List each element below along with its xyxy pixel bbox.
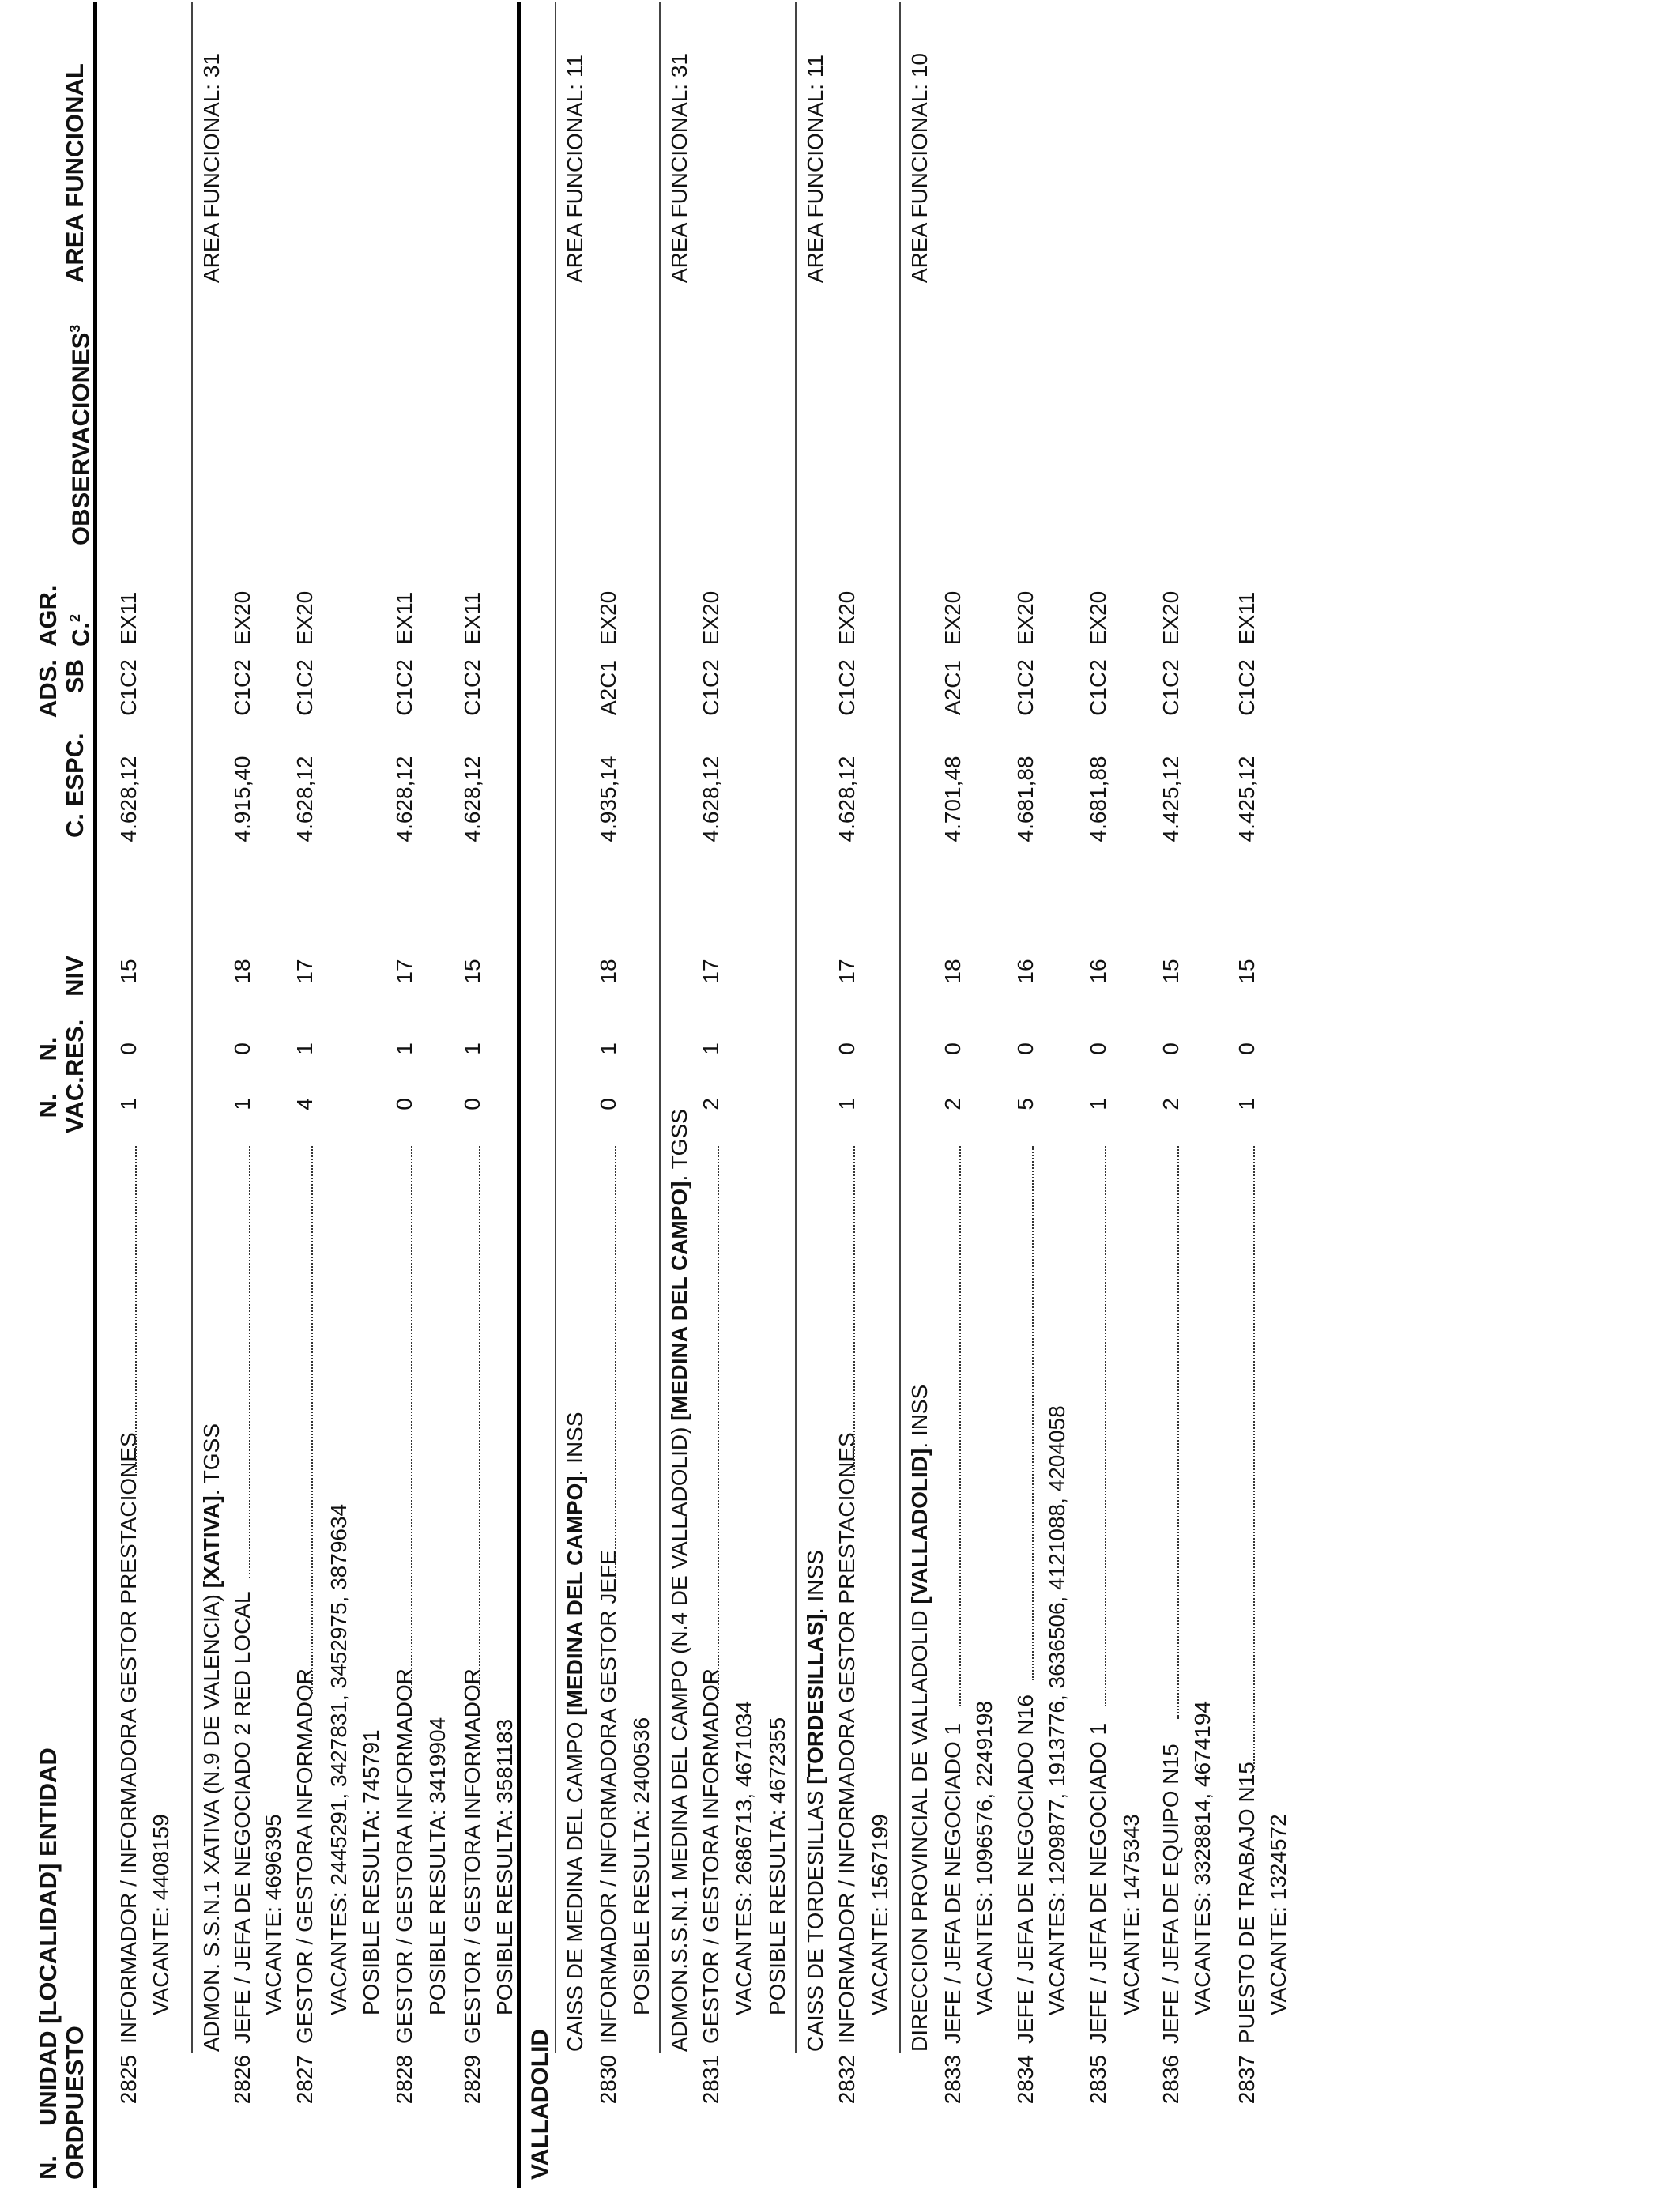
row-ads: C1C2 [1234, 659, 1259, 716]
header-c-espc: C. ESPC. [61, 733, 89, 838]
row-res: 1 [596, 1042, 620, 1055]
leader-dots [311, 1146, 313, 1694]
row-espc: 4.628,12 [460, 756, 484, 843]
header-n-res-line1: N. [34, 1036, 62, 1061]
row-niv: 15 [1158, 959, 1183, 984]
row-ads: C1C2 [834, 659, 859, 716]
row-vac: 1 [1086, 1098, 1110, 1110]
header-n-vac-line1: N. [34, 1093, 62, 1118]
unit-heading [907, 1385, 932, 2052]
header-ads-sb-line2: SB [61, 659, 89, 694]
row-res: 0 [230, 1042, 254, 1055]
header-observaciones [62, 325, 94, 545]
unit-rule [659, 2, 661, 2053]
row-espc: 4.425,12 [1234, 756, 1259, 843]
row-ads: C1C2 [1013, 659, 1038, 716]
row-puesto: JEFE / JEFA DE NEGOCIADO N16 [1013, 1695, 1038, 2044]
unit-heading [563, 1412, 588, 2052]
row-espc: 4.701,48 [940, 756, 965, 843]
row-res: 0 [1158, 1042, 1183, 1055]
row-agr: EX20 [292, 590, 317, 646]
row-espc: 4.935,14 [596, 756, 620, 843]
row-ads: C1C2 [1158, 659, 1183, 716]
leader-dots [411, 1146, 412, 1694]
unit-area-funcional: AREA FUNCIONAL: 31 [199, 53, 224, 283]
row-espc: 4.425,12 [1158, 756, 1183, 843]
unit-entity: . TGSS [199, 1423, 224, 1496]
row-vac: 1 [1234, 1098, 1259, 1110]
unit-rule [555, 2, 556, 2053]
row-res: 0 [940, 1042, 965, 1055]
header-area-funcional: AREA FUNCIONAL [61, 63, 89, 283]
unit-area-funcional: AREA FUNCIONAL: 31 [667, 53, 691, 283]
unit-rule [191, 2, 193, 2053]
row-niv: 16 [1086, 959, 1110, 984]
row-puesto: JEFE / JEFA DE EQUIPO N15 [1158, 1744, 1183, 2044]
row-detail: POSIBLE RESULTA: 4672355 [765, 1717, 789, 2015]
row-puesto: INFORMADOR / INFORMADORA GESTOR PRESTACIONES [834, 1432, 859, 2044]
unit-area-funcional: AREA FUNCIONAL: 11 [803, 55, 827, 283]
unit-name: CAISS DE MEDINA DEL CAMPO [563, 1715, 587, 2052]
unit-rule [899, 2, 901, 2053]
row-detail: VACANTE: 1475343 [1119, 1814, 1143, 2015]
unit-name: CAISS DE TORDESILLAS [803, 1784, 827, 2052]
row-detail: POSIBLE RESULTA: 3419904 [425, 1717, 450, 2015]
leader-dots [718, 1146, 719, 1694]
row-puesto: INFORMADOR / INFORMADORA GESTOR JEFE [596, 1550, 620, 2044]
header-ads-sb [35, 659, 89, 722]
row-res: 1 [292, 1042, 317, 1055]
header-agr-c-line1: AGR. [34, 585, 62, 647]
row-vac: 0 [596, 1098, 620, 1110]
row-ads: A2C1 [940, 659, 965, 716]
row-agr: EX20 [940, 590, 965, 646]
leader-dots [853, 1146, 855, 1476]
row-detail: VACANTE: 4408159 [149, 1814, 173, 2015]
row-puesto: GESTOR / GESTORA INFORMADOR [699, 1668, 723, 2044]
row-niv: 18 [230, 959, 254, 984]
header-n-vac [35, 1078, 89, 1133]
row-ads: C1C2 [1086, 659, 1110, 716]
row-ord: 2833 [940, 2055, 965, 2105]
row-res: 0 [1086, 1042, 1110, 1055]
unit-area-funcional: AREA FUNCIONAL: 11 [563, 55, 587, 283]
row-agr: EX20 [1086, 590, 1110, 646]
unit-entity: . INSS [563, 1412, 587, 1476]
row-niv: 16 [1013, 959, 1038, 984]
leader-dots [1032, 1146, 1034, 1680]
row-agr: EX20 [230, 590, 254, 646]
header-agr-c [34, 585, 95, 647]
header-unidad-line1: UNIDAD [LOCALIDAD] ENTIDAD [34, 1747, 62, 2126]
unit-heading [803, 1550, 828, 2052]
unit-locality: [TORDESILLAS] [803, 1614, 827, 1785]
row-ads: C1C2 [230, 659, 254, 716]
leader-dots [249, 1146, 250, 1578]
row-detail: VACANTES: 1209877, 1913776, 3636506, 4121088, 4204058 [1045, 1405, 1069, 2015]
row-ord: 2826 [230, 2055, 254, 2105]
row-ads: C1C2 [460, 659, 484, 716]
row-ads: C1C2 [116, 659, 141, 716]
row-puesto: GESTOR / GESTORA INFORMADOR [392, 1668, 416, 2044]
row-vac: 4 [292, 1098, 317, 1110]
row-vac: 1 [834, 1098, 859, 1110]
row-ord: 2831 [699, 2055, 723, 2105]
row-espc: 4.915,40 [230, 756, 254, 843]
row-ord: 2835 [1086, 2055, 1110, 2105]
header-n-res [35, 1021, 89, 1076]
row-vac: 2 [1158, 1098, 1183, 1110]
unit-locality: [VALLADOLID] [907, 1448, 932, 1604]
row-espc: 4.628,12 [292, 756, 317, 843]
province-rule [517, 2, 521, 2188]
row-agr: EX20 [1158, 590, 1183, 646]
row-res: 0 [834, 1042, 859, 1055]
row-ord: 2825 [116, 2055, 141, 2105]
row-ord: 2832 [834, 2055, 859, 2105]
row-agr: EX20 [1013, 590, 1038, 646]
row-vac: 0 [460, 1098, 484, 1110]
header-rule [93, 2, 97, 2188]
row-detail: VACANTE: 1324572 [1266, 1814, 1290, 2015]
row-vac: 5 [1013, 1098, 1038, 1110]
header-unidad [35, 1747, 89, 2126]
row-espc: 4.628,12 [834, 756, 859, 843]
row-res: 0 [116, 1042, 141, 1055]
row-puesto: INFORMADOR / INFORMADORA GESTOR PRESTACIONES [116, 1432, 141, 2044]
row-detail: VACANTE: 1567199 [868, 1814, 892, 2015]
row-vac: 2 [699, 1098, 723, 1110]
row-puesto: GESTOR / GESTORA INFORMADOR [292, 1668, 317, 2044]
row-vac: 1 [230, 1098, 254, 1110]
leader-dots [1105, 1146, 1106, 1706]
header-agr-sup: 2 [67, 613, 83, 622]
row-ord: 2836 [1158, 2055, 1183, 2105]
leader-dots [615, 1146, 616, 1578]
leader-dots [1253, 1146, 1255, 1770]
row-espc: 4.681,88 [1086, 756, 1110, 843]
header-n-ord [34, 2118, 89, 2180]
row-espc: 4.628,12 [392, 756, 416, 843]
row-niv: 17 [292, 959, 317, 984]
unit-area-funcional: AREA FUNCIONAL: 10 [907, 53, 932, 283]
header-unidad-line2: PUESTO [61, 2026, 89, 2126]
row-agr: EX20 [699, 590, 723, 646]
row-res: 0 [1013, 1042, 1038, 1055]
row-detail: VACANTES: 2686713, 4671034 [732, 1701, 756, 2015]
leader-dots [1177, 1146, 1179, 1719]
unit-entity: . INSS [907, 1384, 932, 1449]
row-res: 0 [1234, 1042, 1259, 1055]
row-detail: VACANTES: 1096576, 2249198 [972, 1701, 996, 2015]
row-niv: 15 [1234, 959, 1259, 984]
province-heading: VALLADOLID [527, 2028, 553, 2180]
row-detail: VACANTES: 2445291, 3427831, 3452975, 3879634 [326, 1503, 351, 2015]
header-n-ord-line1: N. [34, 2155, 62, 2180]
row-agr: EX11 [392, 591, 416, 645]
row-agr: EX11 [1234, 591, 1259, 645]
unit-rule [795, 2, 797, 2053]
row-ord: 2830 [596, 2055, 620, 2105]
row-puesto: PUESTO DE TRABAJO N15 [1234, 1762, 1259, 2044]
unit-locality: [MEDINA DEL CAMPO] [563, 1476, 587, 1716]
header-observaciones-text: OBSERVACIONES [66, 332, 95, 545]
row-vac: 2 [940, 1098, 965, 1110]
unit-name: ADMON. S.S.N.1 XATIVA (N.9 DE VALENCIA) [199, 1588, 224, 2052]
row-niv: 15 [460, 959, 484, 984]
unit-entity: . TGSS [667, 1109, 691, 1182]
row-niv: 18 [596, 959, 620, 984]
row-niv: 17 [834, 959, 859, 984]
row-agr: EX11 [116, 591, 141, 645]
row-puesto: JEFE / JEFA DE NEGOCIADO 2 RED LOCAL [230, 1591, 254, 2044]
row-ord: 2828 [392, 2055, 416, 2105]
row-puesto: JEFE / JEFA DE NEGOCIADO 1 [1086, 1722, 1110, 2044]
row-vac: 0 [392, 1098, 416, 1110]
row-niv: 18 [940, 959, 965, 984]
row-ads: C1C2 [699, 659, 723, 716]
header-n-ord-line2: ORD. [61, 2118, 89, 2180]
unit-name: DIRECCION PROVINCIAL DE VALLADOLID [907, 1604, 932, 2052]
row-puesto: JEFE / JEFA DE NEGOCIADO 1 [940, 1722, 965, 2044]
row-res: 1 [392, 1042, 416, 1055]
row-espc: 4.628,12 [699, 756, 723, 843]
row-agr: EX11 [460, 591, 484, 645]
row-vac: 1 [116, 1098, 141, 1110]
row-puesto: GESTOR / GESTORA INFORMADOR [460, 1668, 484, 2044]
leader-dots [135, 1146, 137, 1476]
header-agr-c-text: C. [66, 622, 95, 647]
row-res: 1 [460, 1042, 484, 1055]
row-detail: VACANTE: 4696395 [261, 1814, 285, 2015]
row-ads: C1C2 [292, 659, 317, 716]
row-ord: 2837 [1234, 2055, 1259, 2105]
row-res: 1 [699, 1042, 723, 1055]
unit-locality: [XATIVA] [199, 1495, 224, 1589]
row-espc: 4.628,12 [116, 756, 141, 843]
row-detail: VACANTES: 3328814, 4674194 [1190, 1701, 1215, 2015]
header-niv: NIV [61, 956, 89, 997]
row-niv: 17 [699, 959, 723, 984]
leader-dots [959, 1146, 961, 1706]
row-ads: C1C2 [392, 659, 416, 716]
row-agr: EX20 [596, 590, 620, 646]
row-ord: 2829 [460, 2055, 484, 2105]
row-agr: EX20 [834, 590, 859, 646]
header-n-res-line2: RES. [61, 1019, 89, 1076]
row-ord: 2827 [292, 2055, 317, 2105]
row-niv: 15 [116, 959, 141, 984]
unit-heading [199, 1423, 224, 2052]
row-espc: 4.681,88 [1013, 756, 1038, 843]
row-detail: POSIBLE RESULTA: 3581183 [492, 1718, 517, 2015]
row-detail: POSIBLE RESULTA: 2400536 [629, 1717, 654, 2015]
header-agr-c-line2 [62, 599, 94, 647]
header-obs-sup: 3 [67, 324, 83, 333]
leader-dots [479, 1146, 480, 1694]
unit-name: ADMON.S.S.N.1 MEDINA DEL CAMPO (N.4 DE VALLADOLID) [667, 1420, 691, 2052]
row-ord: 2834 [1013, 2055, 1038, 2105]
row-niv: 17 [392, 959, 416, 984]
unit-locality: [MEDINA DEL CAMPO] [667, 1181, 691, 1421]
row-ads: A2C1 [596, 659, 620, 716]
row-detail: POSIBLE RESULTA: 745791 [359, 1729, 383, 2015]
unit-entity: . INSS [803, 1550, 827, 1615]
header-n-vac-line2: VAC. [61, 1076, 89, 1133]
unit-heading [667, 1109, 692, 2052]
header-ads-sb-line1: ADS. [34, 659, 62, 718]
